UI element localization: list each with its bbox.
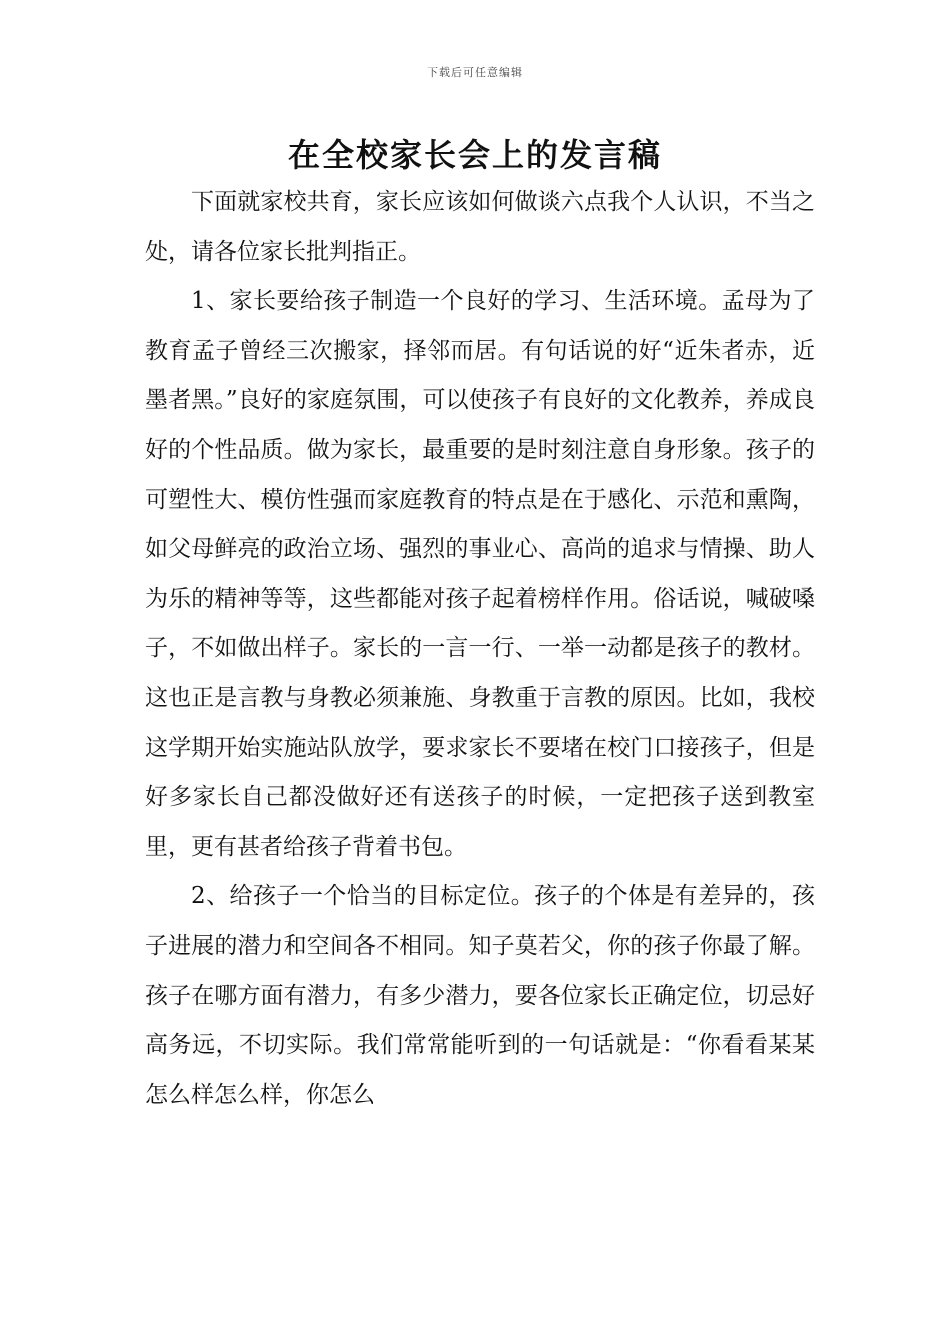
document-body (145, 178, 815, 1120)
paragraph-intro: 下面就家校共育，家长应该如何做谈六点我个人认识，不当之处，请各位家长批判指正。 (145, 189, 815, 265)
document-title: 在全校家长会上的发言稿 (287, 136, 662, 174)
paragraph-point-1: 1、家长要给孩子制造一个良好的学习、生活环境。孟母为了教育孟子曾经三次搬家，择邻而居。有句话说的好“近朱者赤，近墨者黑。”良好的家庭氛围，可以使孩子有良好的文化教养，养成良好的个性品质。做为家长，最重要的是时刻注意自身形象。孩子的可塑性大、模仿性强而家庭教育的特点是在于感化、示范和熏陶，如父母鲜亮的政治立场、强烈的事业心、高尚的追求与情操、助人为乐的精神等等，这些都能对孩子起着榜样作用。俗话说，喊破嗓子，不如做出样子。家长的一言一行、一举一动都是孩子的教材。这也正是言教与身教必须兼施、身教重于言教的原因。比如，我校这学期开始实施站队放学，要求家长不要堵在校门口接孩子，但是好多家长自己都没做好还有送孩子的时候，一定把孩子送到教室里，更有甚者给孩子背着书包。 (145, 288, 815, 860)
paragraph-point-2: 2、给孩子一个恰当的目标定位。孩子的个体是有差异的，孩子进展的潜力和空间各不相同。知子莫若父，你的孩子你最了解。孩子在哪方面有潜力，有多少潜力，要各位家长正确定位，切忌好高务远，不切实际。我们常常能听到的一句话就是：“你看看某某怎么样怎么样，你怎么 (145, 883, 815, 1108)
page-header-note: 下载后可任意编辑 (427, 66, 523, 79)
